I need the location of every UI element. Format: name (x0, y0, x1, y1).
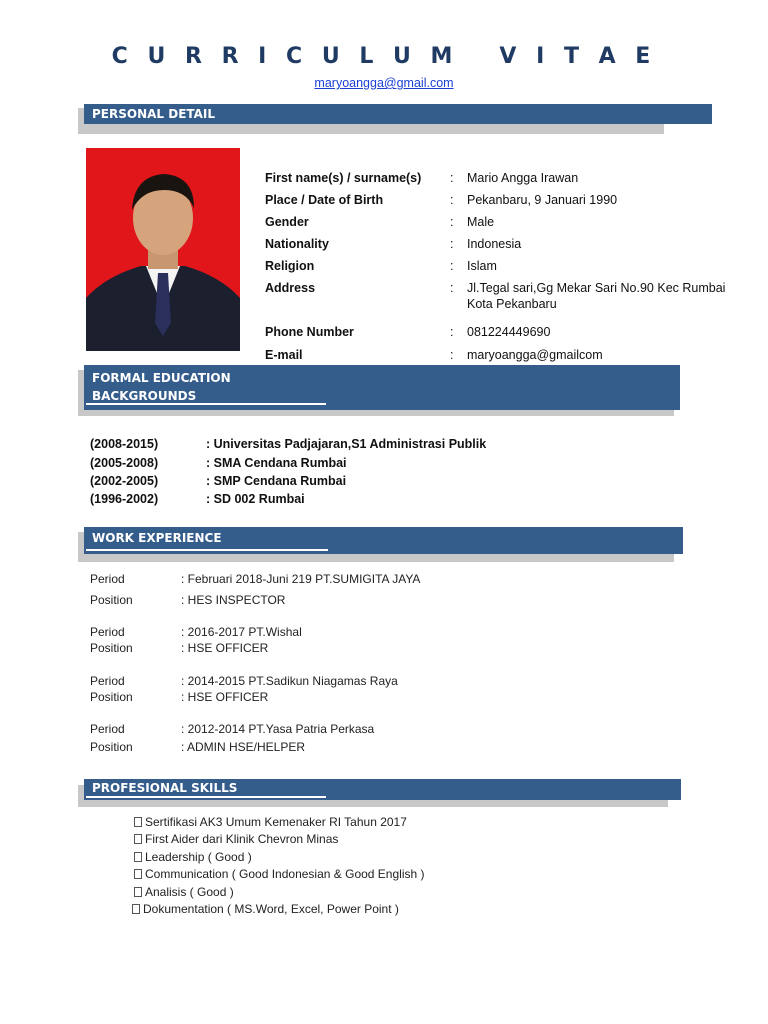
work-period-label: Period (90, 722, 125, 736)
work-period: : Februari 2018-Juni 219 PT.SUMIGITA JAYA (181, 572, 421, 586)
work-position-label: Position (90, 641, 133, 655)
list-item (134, 850, 252, 864)
colon: : (450, 348, 454, 362)
work-position: : ADMIN HSE/HELPER (181, 740, 306, 754)
education-school: : SMA Cendana Rumbai (206, 456, 347, 470)
colon: : (450, 215, 454, 229)
checkbox-icon (134, 887, 142, 897)
value-address-line2: Kota Pekanbaru (467, 297, 557, 311)
label-name: First name(s) / surname(s) (265, 171, 422, 185)
cv-title: C U R R I C U L U M V I T A E (111, 44, 657, 69)
list-item (134, 885, 234, 899)
work-period: : 2012-2014 PT.Yasa Patria Perkasa (181, 722, 375, 736)
list-item (134, 815, 407, 829)
value-religion: Islam (467, 259, 497, 273)
work-period-label: Period (90, 572, 125, 586)
work-period: : 2016-2017 PT.Wishal (181, 625, 302, 639)
label-address: Address (265, 281, 316, 295)
work-position: : HSE OFFICER (181, 641, 269, 655)
label-nationality: Nationality (265, 237, 329, 251)
section-title-personal: PERSONAL DETAIL (84, 104, 712, 124)
value-gender: Male (467, 215, 495, 229)
label-email: E-mail (265, 348, 303, 362)
colon: : (450, 171, 454, 185)
label-gender: Gender (265, 215, 309, 229)
work-period-label: Period (90, 625, 125, 639)
header-email-link[interactable]: maryoangga@gmail.com (314, 76, 454, 90)
skill-text: Sertifikasi AK3 Umum Kemenaker RI Tahun 2017 (145, 815, 407, 829)
section-title-skills: PROFESIONAL SKILLS (84, 779, 681, 800)
education-school: : SMP Cendana Rumbai (206, 474, 347, 488)
education-school: : SD 002 Rumbai (206, 492, 305, 506)
education-years: (2008-2015) (90, 437, 159, 451)
list-item (132, 902, 399, 916)
work-period-label: Period (90, 674, 125, 688)
education-years: (2005-2008) (90, 456, 159, 470)
label-phone: Phone Number (265, 325, 354, 339)
work-position: : HSE OFFICER (181, 690, 269, 704)
label-birth: Place / Date of Birth (265, 193, 384, 207)
section-title-education-line1: FORMAL EDUCATION (92, 371, 231, 385)
value-name: Mario Angga Irawan (467, 171, 579, 185)
colon: : (450, 237, 454, 251)
colon: : (450, 325, 454, 339)
checkbox-icon (134, 834, 142, 844)
label-religion: Religion (265, 259, 315, 273)
skill-text: Communication ( Good Indonesian & Good English ) (145, 867, 425, 881)
work-period: : 2014-2015 PT.Sadikun Niagamas Raya (181, 674, 398, 688)
checkbox-icon (134, 852, 142, 862)
checkbox-icon (134, 869, 142, 879)
section-title-work: WORK EXPERIENCE (84, 527, 683, 554)
value-phone: 081224449690 (467, 325, 551, 339)
skill-text: First Aider dari Klinik Chevron Minas (145, 832, 339, 846)
checkbox-icon (134, 817, 142, 827)
colon: : (450, 259, 454, 273)
work-position-label: Position (90, 593, 133, 607)
checkbox-icon (132, 904, 140, 914)
value-address: Jl.Tegal sari,Gg Mekar Sari No.90 Kec Rumbai (467, 281, 726, 295)
education-school: : Universitas Padjajaran,S1 Administrasi Publik (206, 437, 487, 451)
person-portrait-icon (86, 148, 240, 351)
colon: : (450, 281, 454, 295)
colon: : (450, 193, 454, 207)
work-position-label: Position (90, 690, 133, 704)
value-birth: Pekanbaru, 9 Januari 1990 (467, 193, 618, 207)
list-item (134, 832, 338, 846)
section-title-education-line2: BACKGROUNDS (92, 389, 197, 403)
work-position-label: Position (90, 740, 133, 754)
list-item (134, 867, 425, 881)
profile-photo (86, 148, 240, 351)
education-years: (1996-2002) (90, 492, 159, 506)
skill-text: Dokumentation ( MS.Word, Excel, Power Point ) (143, 902, 399, 916)
value-email: maryoangga@gmailcom (467, 348, 603, 362)
education-years: (2002-2005) (90, 474, 159, 488)
value-nationality: Indonesia (467, 237, 522, 251)
skill-text: Analisis ( Good ) (145, 885, 234, 899)
skill-text: Leadership ( Good ) (145, 850, 252, 864)
work-position: : HES INSPECTOR (181, 593, 286, 607)
